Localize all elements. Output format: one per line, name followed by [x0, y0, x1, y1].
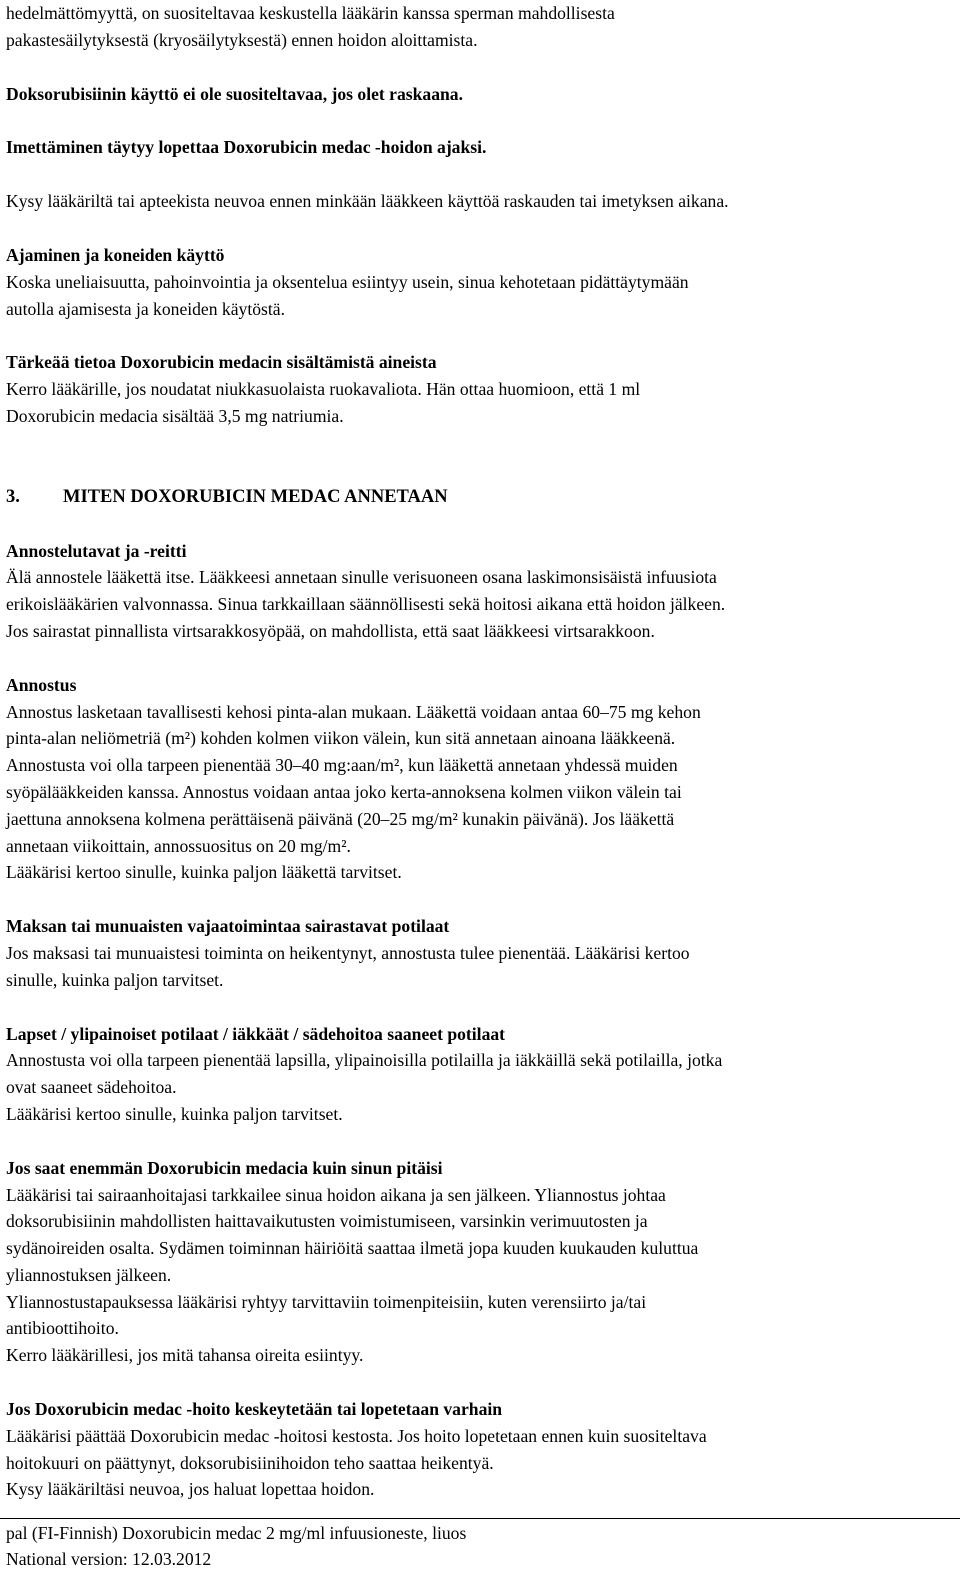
section-heading: Ajaminen ja koneiden käyttö: [6, 244, 225, 265]
section-heading: Tärkeää tietoa Doxorubicin medacin sisältämistä aineista: [6, 352, 437, 373]
section-number: 3.: [6, 486, 20, 507]
body-line: autolla ajamisesta ja koneiden käytöstä.: [6, 298, 285, 319]
body-line: Koska uneliaisuutta, pahoinvointia ja oksentelua esiintyy usein, sinua kehotetaan pidättäytymään: [6, 271, 689, 292]
body-line: sinulle, kuinka paljon tarvitset.: [6, 969, 224, 990]
footer-product-line: pal (FI-Finnish) Doxorubicin medac 2 mg/ml infuusioneste, liuos: [6, 1523, 467, 1543]
body-line: Kerro lääkärille, jos noudatat niukkasuolaista ruokavaliota. Hän ottaa huomioon, että 1 ml: [6, 379, 641, 400]
body-line: Lääkärisi kertoo sinulle, kuinka paljon tarvitset.: [6, 1103, 343, 1124]
dosage-section: [6, 672, 954, 886]
body-line: ovat saaneet sädehoitoa.: [6, 1077, 177, 1098]
intro-line: pakastesäilytyksestä (kryosäilytyksestä) ennen hoidon aloittamista.: [6, 29, 478, 50]
body-line: pinta-alan neliömetriä (m²) kohden kolmen viikon välein, kun sitä annetaan ainoana lääkkeenä.: [6, 728, 676, 749]
section-heading: Lapset / ylipainoiset potilaat / iäkkäät / sädehoitoa saaneet potilaat: [6, 1023, 506, 1044]
body-line: antibioottihoito.: [6, 1318, 119, 1339]
section-heading: Maksan tai munuaisten vajaatoimintaa sairastavat potilaat: [6, 916, 450, 937]
administration-section: [6, 538, 954, 645]
section-heading: Annostus: [6, 674, 77, 695]
body-line: hoitokuuri on päättynyt, doksorubisiinihoidon teho saattaa heikentyä.: [6, 1452, 494, 1473]
body-line: jaettuna annoksena kolmena perättäisenä päivänä (20–25 mg/m² kunakin päivänä). Jos lääkettä: [6, 808, 675, 829]
body-line: annetaan viikoittain, annossuositus on 20 mg/m².: [6, 835, 351, 856]
page-footer: [0, 1518, 960, 1572]
overdose-section: [6, 1155, 954, 1369]
driving-section: [6, 242, 954, 322]
section-heading: Annostelutavat ja -reitti: [6, 540, 187, 561]
body-line: Jos sairastat pinnallista virtsarakkosyöpää, on mahdollista, että saat lääkkeesi virtsarakkoon.: [6, 620, 655, 641]
intro-line: hedelmättömyyttä, on suositeltavaa keskustella lääkärin kanssa sperman mahdollisesta: [6, 3, 615, 23]
body-line: Älä annostele lääkettä itse. Lääkkeesi annetaan sinulle verisuoneen osana laskimonsisäistä infuusiota: [6, 567, 717, 588]
body-line: Lääkärisi kertoo sinulle, kuinka paljon lääkettä tarvitset.: [6, 862, 402, 883]
body-line: Kerro lääkärillesi, jos mitä tahansa oireita esiintyy.: [6, 1345, 364, 1366]
body-line: doksorubisiinin mahdollisten haittavaikutusten voimistumiseen, varsinkin verimuutosten ja: [6, 1211, 648, 1232]
section-heading: Jos saat enemmän Doxorubicin medacia kuin sinun pitäisi: [6, 1157, 443, 1178]
body-line: Yliannostustapauksessa lääkärisi ryhtyy tarvittaviin toimenpiteisiin, kuten verensiirto ja/tai: [6, 1291, 647, 1312]
footer-version-line: National version: 12.03.2012: [6, 1549, 212, 1569]
ingredients-section: [6, 349, 954, 429]
section-title-text: MITEN DOXORUBICIN MEDAC ANNETAAN: [63, 486, 448, 507]
stopping-section: [6, 1396, 954, 1503]
body-line: Lääkärisi tai sairaanhoitajasi tarkkailee sinua hoidon aikana ja sen jälkeen. Yliannostus johtaa: [6, 1184, 666, 1205]
special-groups-section: [6, 1021, 954, 1128]
liver-kidney-section: [6, 913, 954, 993]
pregnancy-warning: Doksorubisiinin käyttö ei ole suositeltavaa, jos olet raskaana.: [6, 83, 463, 104]
body-line: Jos maksasi tai munuaistesi toiminta on heikentynyt, annostusta tulee pienentää. Lääkärisi kertoo: [6, 942, 690, 963]
body-line: Annostusta voi olla tarpeen pienentää 30–40 mg:aan/m², kun lääkettä annetaan yhdessä muiden: [6, 755, 678, 776]
body-line: Annostus lasketaan tavallisesti kehosi pinta-alan mukaan. Lääkettä voidaan antaa 60–75 mg kehon: [6, 701, 701, 722]
body-line: erikoislääkärien valvonnassa. Sinua tarkkaillaan säännöllisesti sekä hoitosi aikana että hoidon jälkeen.: [6, 594, 726, 615]
body-line: syöpälääkkeiden kanssa. Annostus voidaan antaa joko kerta-annoksena kolmen viikon välein tai: [6, 781, 682, 802]
body-line: sydänoireiden osalta. Sydämen toiminnan häiriöitä saattaa ilmetä jopa kuuden kuukauden kuluttua: [6, 1238, 699, 1259]
body-line: yliannostuksen jälkeen.: [6, 1264, 172, 1285]
section-heading: Jos Doxorubicin medac -hoito keskeytetään tai lopetetaan varhain: [6, 1399, 503, 1420]
breastfeeding-warning: Imettäminen täytyy lopettaa Doxorubicin medac -hoidon ajaksi.: [6, 137, 487, 158]
body-line: Kysy lääkäriltäsi neuvoa, jos haluat lopettaa hoidon.: [6, 1479, 375, 1500]
body-line: Doxorubicin medacia sisältää 3,5 mg natriumia.: [6, 405, 344, 426]
body-line: Annostusta voi olla tarpeen pienentää lapsilla, ylipainoisilla potilailla ja iäkkäillä sekä potilailla, jotka: [6, 1050, 723, 1071]
body-line: Lääkärisi päättää Doxorubicin medac -hoitosi kestosta. Jos hoito lopetetaan ennen kuin suositeltava: [6, 1425, 707, 1446]
ask-advice-text: Kysy lääkäriltä tai apteekista neuvoa ennen minkään lääkkeen käyttöä raskauden tai imetyksen aikana.: [6, 191, 729, 212]
section-3-title: [6, 484, 954, 511]
document-page: [6, 0, 954, 1503]
